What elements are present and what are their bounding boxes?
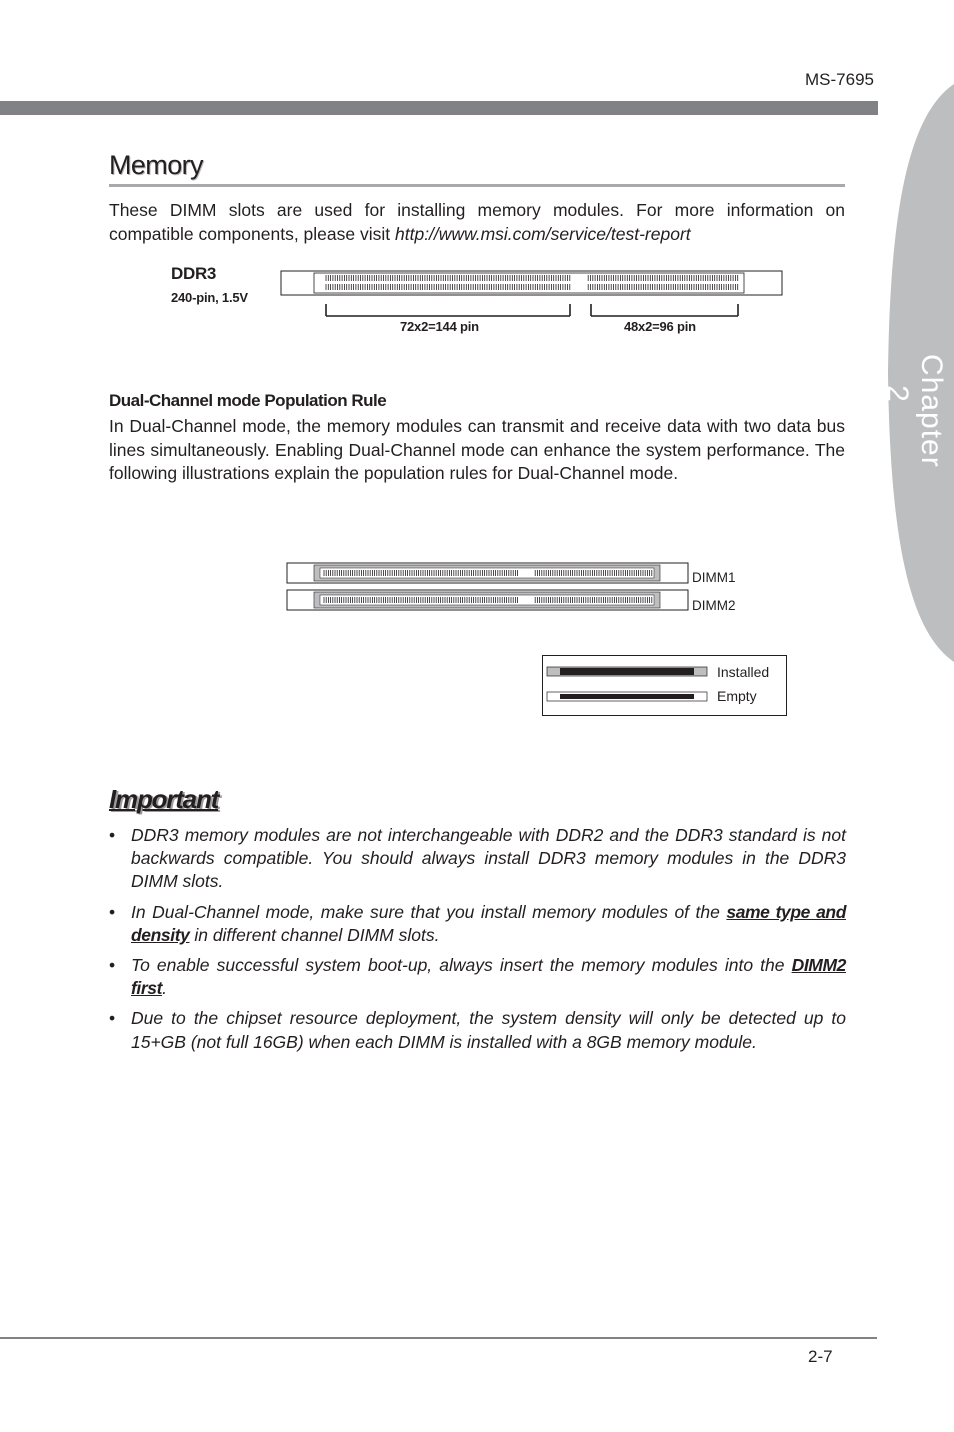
note-highlight: DIMM2 first: [131, 955, 846, 999]
note-item: [109, 901, 846, 947]
intro-text: These DIMM slots are used for installing memory modules. For more information on compatible components, please visit: [109, 200, 845, 244]
note-highlight: same type and density: [131, 901, 846, 945]
bullet: •: [109, 901, 116, 922]
dual-channel-heading: Dual-Channel mode Population Rule: [109, 391, 387, 410]
footer-rule: [0, 1337, 877, 1339]
ddr3-module-diagram: [280, 270, 784, 320]
model-number: MS-7695: [805, 70, 874, 89]
note-text: .: [162, 978, 167, 999]
legend-installed-label: Installed: [717, 664, 770, 680]
dimm-slots-diagram: [286, 562, 690, 612]
test-report-link[interactable]: http://www.msi.com/service/test-report: [395, 223, 691, 244]
bullet: •: [109, 1008, 116, 1029]
installed-swatch: [547, 667, 707, 676]
ddr3-spec: 240-pin, 1.5V: [171, 290, 248, 305]
note-text: DDR3 memory modules are not interchangeable with DDR2 and the DDR3 standard is not backwards compatible. You should always install DDR3 memory modules in the DDR3 DIMM slots.: [131, 825, 846, 892]
note-item: [109, 1007, 846, 1053]
note-item: [109, 824, 846, 894]
note-text: in different channel DIMM slots.: [189, 924, 440, 945]
dimm1-label: DIMM1: [692, 570, 736, 585]
important-heading: Important: [109, 784, 219, 814]
right-pin-count: 48x2=96 pin: [624, 319, 696, 334]
title-underline: [109, 184, 845, 187]
note-text: To enable successful system boot-up, always insert the memory modules into the: [131, 955, 792, 976]
dimm2-label: DIMM2: [692, 598, 736, 613]
legend-empty-label: Empty: [717, 688, 757, 704]
header-bar: [0, 101, 878, 115]
chapter-tab-label: Chapter 2: [881, 354, 948, 468]
dual-channel-paragraph: [109, 415, 845, 486]
empty-swatch: [547, 692, 707, 701]
bullet: •: [109, 955, 116, 976]
dual-channel-text: In Dual-Channel mode, the memory modules can transmit and receive data with two data bus lines simultaneously. Enabling Dual-Channel mode can enhance the system performance. The following illustrations explain the population rules for Dual-Channel mode.: [109, 416, 845, 483]
note-text: In Dual-Channel mode, make sure that you install memory modules of the: [131, 901, 727, 922]
intro-paragraph: [109, 199, 845, 246]
note-item: [109, 954, 846, 1000]
bullet: •: [109, 825, 116, 845]
note-text: Due to the chipset resource deployment, the system density will only be detected up to 15+GB (not full 16GB) when each DIMM is installed with a 8GB memory module.: [131, 1008, 846, 1052]
ddr3-label: DDR3: [171, 264, 217, 283]
legend-swatches: [546, 664, 710, 704]
page-number: 2-7: [808, 1347, 833, 1366]
left-pin-count: 72x2=144 pin: [400, 319, 479, 334]
page-title: Memory: [109, 150, 203, 180]
important-notes-list: [109, 824, 846, 1061]
